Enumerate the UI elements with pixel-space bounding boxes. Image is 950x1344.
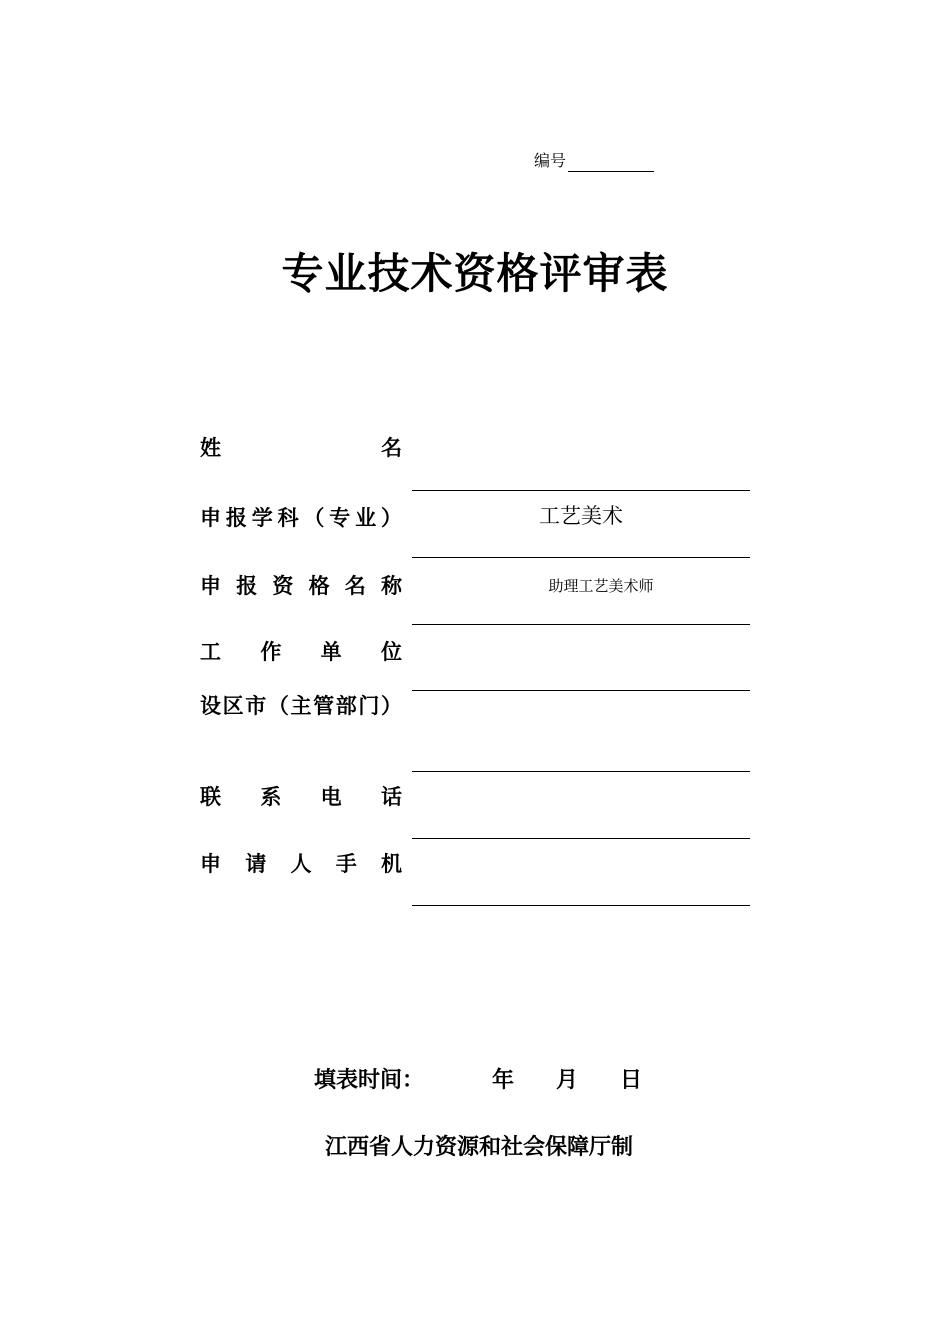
fill-time <box>314 1064 642 1098</box>
fill-time-year: 年 <box>492 1068 515 1093</box>
field-name <box>200 428 750 494</box>
field-label-mobile: 申请人手机 <box>200 852 402 876</box>
fill-time-label: 填表时间： <box>314 1068 425 1093</box>
field-label-phone: 联系电话 <box>200 785 402 809</box>
fill-time-day: 日 <box>620 1068 643 1093</box>
field-label-employer: 工作单位 <box>200 640 402 664</box>
field-underline <box>412 490 750 491</box>
serial-number-blank[interactable] <box>568 153 654 172</box>
field-label-qualification: 申报资格名称 <box>200 574 402 598</box>
document-title: 专业技术资格评审表 <box>281 249 669 298</box>
serial-number-field <box>534 150 654 172</box>
field-label-city-department: 设区市（主管部门） <box>200 694 402 718</box>
field-discipline <box>200 498 750 562</box>
field-underline <box>412 624 750 625</box>
field-city-department <box>200 686 750 778</box>
serial-number-label: 编号 <box>534 151 567 170</box>
field-phone <box>200 777 750 843</box>
field-underline <box>412 771 750 772</box>
field-label-discipline: 申报学科（专业） <box>200 506 402 530</box>
field-underline <box>412 905 750 906</box>
fill-time-month: 月 <box>556 1068 579 1093</box>
field-underline <box>412 838 750 839</box>
field-underline <box>412 557 750 558</box>
field-value-qualification[interactable]: 助理工艺美术师 <box>548 577 654 595</box>
field-value-discipline[interactable]: 工艺美术 <box>539 504 623 528</box>
field-label-name: 姓名 <box>200 436 402 460</box>
field-qualification <box>200 566 750 630</box>
issuer: 江西省人力资源和社会保障厅制 <box>324 1135 633 1160</box>
field-mobile <box>200 844 750 910</box>
